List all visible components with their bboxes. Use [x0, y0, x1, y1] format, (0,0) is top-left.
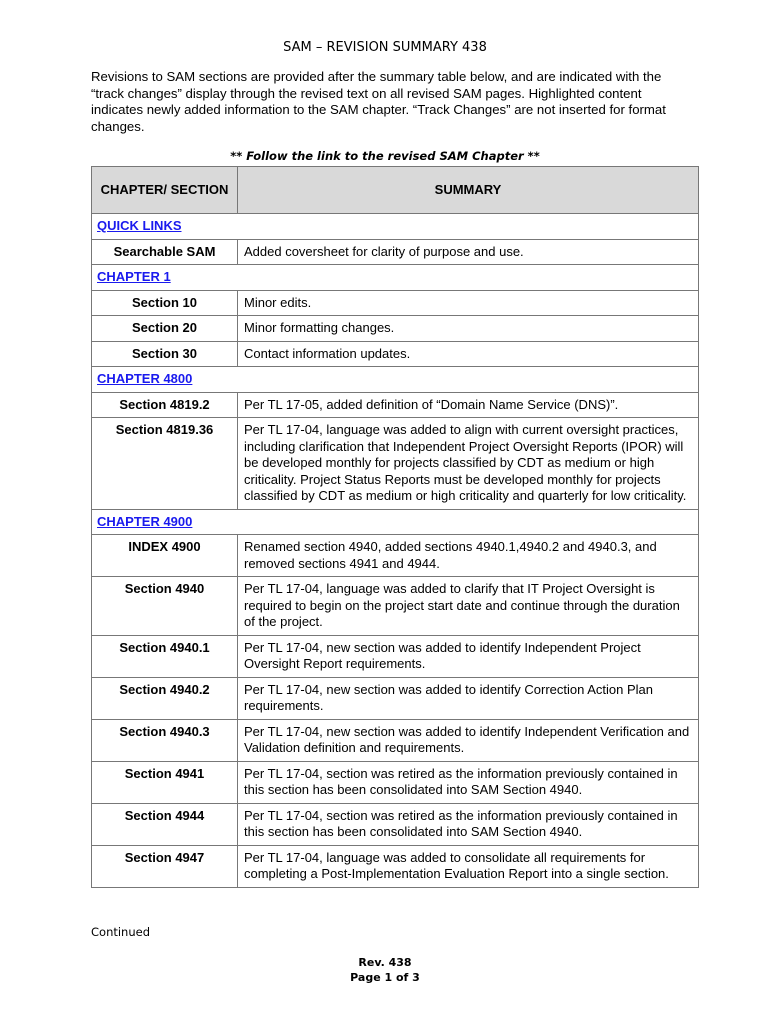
section-cell: INDEX 4900 [92, 535, 238, 577]
group-heading-row [92, 509, 699, 535]
summary-cell: Per TL 17-04, language was added to consolidate all requirements for completing a Post-Implementation Evaluation Report into a single section. [238, 845, 699, 887]
section-cell: Section 4940 [92, 577, 238, 636]
summary-cell: Per TL 17-04, language was added to clarify that IT Project Oversight is required to begin on the project start date and continue through the duration of the project. [238, 577, 699, 636]
table-row [92, 761, 699, 803]
summary-cell: Per TL 17-04, new section was added to identify Independent Verification and Validation definition and requirements. [238, 719, 699, 761]
chapter-link[interactable]: CHAPTER 4900 [97, 513, 193, 529]
section-cell: Searchable SAM [92, 239, 238, 265]
section-cell: Section 4819.2 [92, 392, 238, 418]
chapter-link[interactable]: CHAPTER 1 [97, 269, 171, 284]
table-row [92, 719, 699, 761]
summary-cell: Per TL 17-04, section was retired as the information previously contained in this section has been consolidated into SAM Section 4940. [238, 803, 699, 845]
intro-paragraph: Revisions to SAM sections are provided after the summary table below, and are indicated with the “track changes” display through the revised text on all revised SAM pages. Highlighted content indicates newly added information to the SAM chapter. “Track Changes” are not inserted for format changes. [91, 69, 666, 134]
section-cell: Section 4941 [92, 761, 238, 803]
table-row [92, 635, 699, 677]
section-cell: Section 4940.3 [92, 719, 238, 761]
summary-cell: Contact information updates. [238, 341, 699, 367]
table-row [92, 845, 699, 887]
summary-cell: Added coversheet for clarity of purpose and use. [238, 239, 699, 265]
table-row [92, 577, 699, 636]
table-header-row [92, 167, 699, 214]
section-cell: Section 4947 [92, 845, 238, 887]
revision-number: Rev. 438 [358, 956, 412, 969]
follow-link-note: ** Follow the link to the revised SAM Chapter ** [230, 149, 540, 163]
summary-cell: Per TL 17-04, new section was added to identify Correction Action Plan requirements. [238, 677, 699, 719]
summary-cell: Per TL 17-05, added definition of “Domain Name Service (DNS)”. [238, 392, 699, 418]
section-cell: Section 4940.2 [92, 677, 238, 719]
section-cell: Section 30 [92, 341, 238, 367]
page-footer [0, 955, 770, 985]
chapter-link[interactable]: CHAPTER 4800 [97, 371, 193, 386]
group-heading-row [92, 367, 699, 393]
summary-cell: Per TL 17-04, section was retired as the information previously contained in this section has been consolidated into SAM Section 4940. [238, 761, 699, 803]
table-row [92, 341, 699, 367]
column-header-summary: SUMMARY [238, 167, 699, 214]
page-number: Page 1 of 3 [350, 971, 420, 984]
chapter-link[interactable]: QUICK LINKS [97, 218, 182, 233]
section-cell: Section 4944 [92, 803, 238, 845]
table-body [92, 214, 699, 888]
table-row [92, 316, 699, 342]
table-row [92, 392, 699, 418]
continued-label: Continued [91, 925, 151, 939]
section-cell: Section 10 [92, 290, 238, 316]
section-cell: Section 4819.36 [92, 418, 238, 510]
group-heading-row [92, 265, 699, 291]
summary-cell: Per TL 17-04, new section was added to identify Independent Project Oversight Report requirements. [238, 635, 699, 677]
table-row [92, 290, 699, 316]
table-row [92, 677, 699, 719]
column-header-chapter-section: CHAPTER/ SECTION [92, 167, 238, 214]
revision-summary-table [91, 166, 699, 888]
table-row [92, 535, 699, 577]
section-cell: Section 4940.1 [92, 635, 238, 677]
summary-cell: Minor edits. [238, 290, 699, 316]
group-heading-row [92, 214, 699, 240]
table-row [92, 418, 699, 510]
summary-cell: Renamed section 4940, added sections 4940.1,4940.2 and 4940.3, and removed sections 4941 and 4944. [238, 535, 699, 577]
table-row [92, 239, 699, 265]
section-cell: Section 20 [92, 316, 238, 342]
page-title: SAM – REVISION SUMMARY 438 [283, 40, 487, 55]
summary-cell: Minor formatting changes. [238, 316, 699, 342]
table-row [92, 803, 699, 845]
summary-cell: Per TL 17-04, language was added to align with current oversight practices, including clarification that Independent Project Oversight Reports (IPOR) will be developed monthly for projects classified by CDT as medium or high criticality. Project Status Reports must be developed monthly for projects classified by CDT as medium or high criticality and quarterly for low criticality. [238, 418, 699, 510]
